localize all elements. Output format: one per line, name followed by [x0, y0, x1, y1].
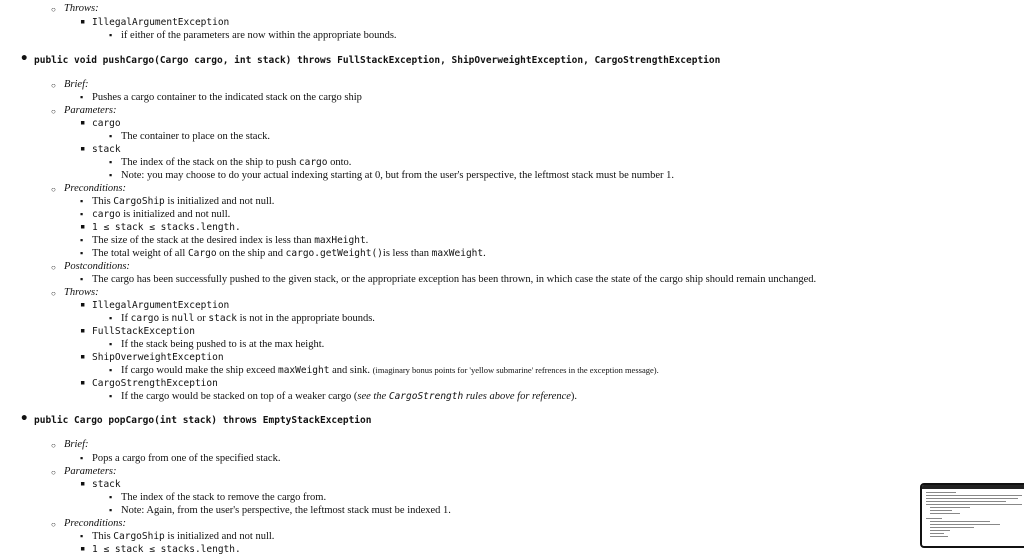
param-name: ▪ cargo	[92, 117, 121, 130]
brief-heading: ○ Brief:	[64, 438, 89, 451]
page-minimap[interactable]	[920, 483, 1024, 548]
exception-desc: ▪ If the stack being pushed to is at the max height.	[121, 338, 324, 351]
minimap-line	[926, 498, 1018, 499]
minimap-line	[930, 507, 970, 508]
preconditions-heading: ○ Preconditions:	[64, 517, 126, 530]
minimap-line	[926, 492, 956, 493]
exception-desc: ▪ If cargo is null or stack is not in the appropriate bounds.	[121, 312, 375, 325]
param-name: ▪ stack	[92, 478, 121, 491]
minimap-line	[930, 524, 1000, 525]
minimap-line	[926, 504, 1022, 505]
minimap-line	[926, 518, 942, 519]
minimap-line	[930, 521, 990, 522]
minimap-line	[930, 527, 974, 528]
minimap-line	[926, 495, 1022, 496]
precondition-item: ▪ cargo is initialized and not null.	[92, 208, 230, 221]
exception-desc: ▪ If cargo would make the ship exceed maxWeight and sink. (imaginary bonus points for 'yellow submarine' refrences in the exception message).	[121, 364, 659, 377]
minimap-line	[930, 530, 950, 531]
throws-heading: ○ Throws:	[64, 286, 99, 299]
param-note: ▪ Note: Again, from the user's perspective, the leftmost stack must be indexed 1.	[121, 504, 451, 517]
minimap-line	[930, 510, 952, 511]
minimap-line	[930, 536, 948, 537]
exception-name: ▪ FullStackException	[92, 325, 195, 338]
minimap-line	[926, 501, 1006, 502]
brief-text: ▪ Pushes a cargo container to the indicated stack on the cargo ship	[92, 91, 362, 104]
precondition-item: ▪ 1 ≤ stack ≤ stacks.length.	[92, 221, 241, 234]
minimap-line	[930, 513, 960, 514]
param-desc: ▪ The index of the stack to remove the cargo from.	[121, 491, 326, 504]
exception-desc: ▪ if either of the parameters are now within the appropriate bounds.	[121, 29, 397, 42]
param-desc: ▪ The container to place on the stack.	[121, 130, 270, 143]
precondition-item: ▪ This CargoShip is initialized and not null.	[92, 195, 274, 208]
exception-name: ▪ CargoStrengthException	[92, 377, 218, 390]
brief-text: ▪ Pops a cargo from one of the specified stack.	[92, 452, 280, 465]
brief-heading: ○ Brief:	[64, 78, 89, 91]
preconditions-heading: ○ Preconditions:	[64, 182, 126, 195]
param-name: ▪ stack	[92, 143, 121, 156]
precondition-item: ▪ The size of the stack at the desired index is less than maxHeight.	[92, 234, 368, 247]
pushcargo-signature: • public void pushCargo(Cargo cargo, int stack) throws FullStackException, ShipOverweightException, CargoStrengthException	[34, 54, 720, 67]
minimap-header-bar	[922, 485, 1024, 489]
throws-heading: ○ Throws:	[64, 2, 99, 15]
param-note: ▪ Note: you may choose to do your actual indexing starting at 0, but from the user's perspective, the leftmost stack must be number 1.	[121, 169, 674, 182]
postcondition-item: ▪ The cargo has been successfully pushed to the given stack, or the appropriate exception has been thrown, in which case the state of the cargo ship should remain unchanged.	[92, 273, 816, 286]
parameters-heading: ○ Parameters:	[64, 465, 117, 478]
precondition-item: ▪ This CargoShip is initialized and not null.	[92, 530, 274, 543]
minimap-line	[930, 533, 944, 534]
parameters-heading: ○ Parameters:	[64, 104, 117, 117]
popcargo-signature: • public Cargo popCargo(int stack) throws EmptyStackException	[34, 414, 371, 427]
exception-name: ▪ IllegalArgumentException	[92, 299, 229, 312]
precondition-item: ▪ The total weight of all Cargo on the ship and cargo.getWeight()is less than maxWeight.	[92, 247, 486, 260]
param-desc: ▪ The index of the stack on the ship to push cargo onto.	[121, 156, 351, 169]
precondition-item: ▪ 1 ≤ stack ≤ stacks.length.	[92, 543, 241, 556]
postconditions-heading: ○ Postconditions:	[64, 260, 130, 273]
exception-name: ▪ IllegalArgumentException	[92, 16, 229, 29]
exception-desc: ▪ If the cargo would be stacked on top of a weaker cargo (see the CargoStrength rules above for reference).	[121, 390, 577, 403]
exception-name: ▪ ShipOverweightException	[92, 351, 224, 364]
